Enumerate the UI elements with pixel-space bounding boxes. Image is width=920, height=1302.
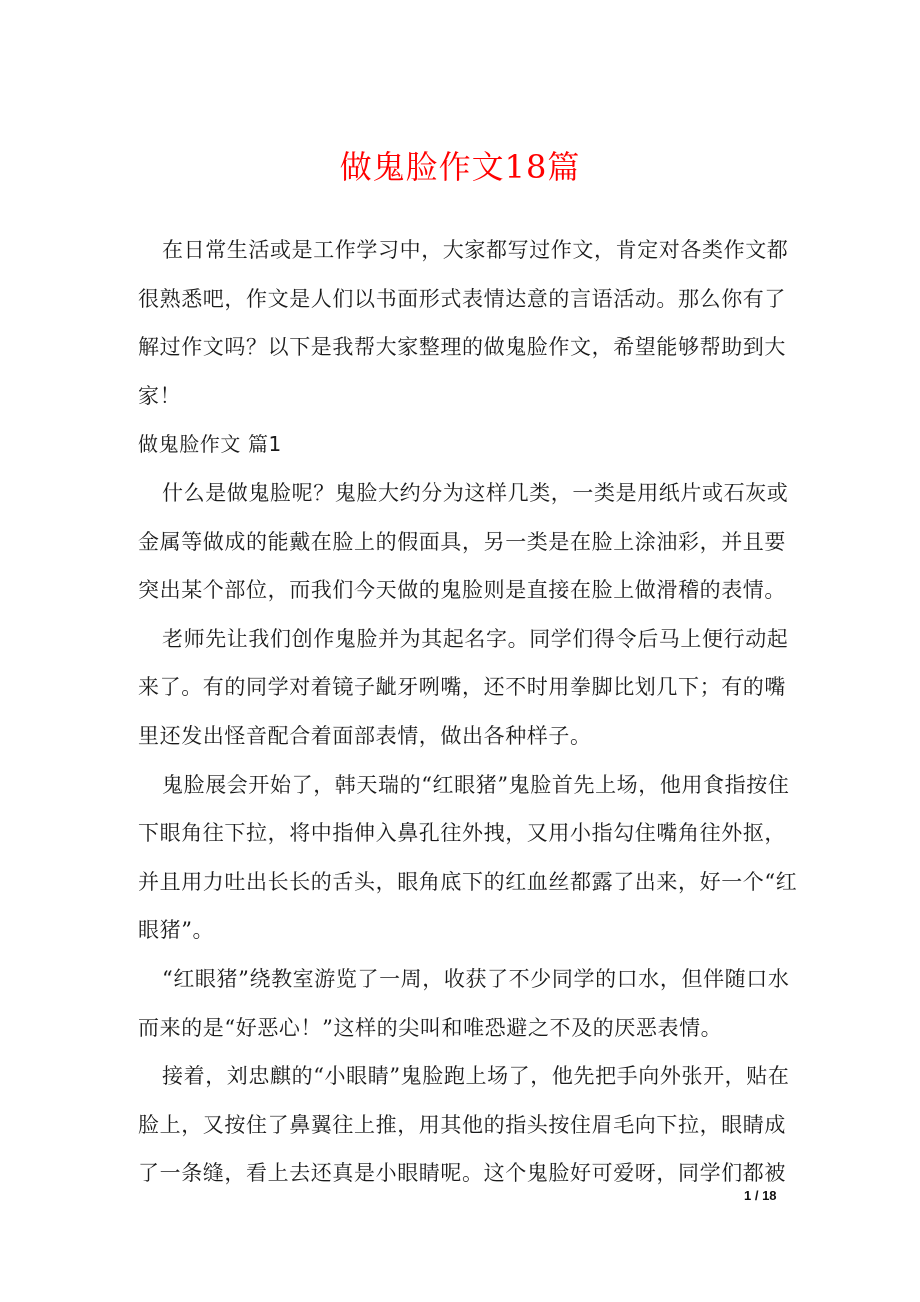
text-line: 金属等做成的能戴在脸上的假面具，另一类是在脸上涂油彩，并且要	[138, 529, 786, 554]
text-line: 很熟悉吧，作文是人们以书面形式表情达意的言语活动。那么你有了	[138, 286, 786, 311]
section-heading: 做鬼脸作文 篇1	[138, 432, 282, 457]
page-indicator: 1 / 18	[744, 1188, 777, 1203]
text-line: 接着，刘忠麒的“小眼睛”鬼脸跑上场了，他先把手向外张开，贴在	[162, 1064, 790, 1089]
text-line: 眼猪”。	[138, 918, 215, 943]
text-line: 下眼角往下拉，将中指伸入鼻孔往外拽，又用小指勾住嘴角往外抠，	[138, 821, 786, 846]
text-line: 来了。有的同学对着镜子龇牙咧嘴，还不时用拳脚比划几下；有的嘴	[138, 675, 786, 700]
text-line: 并且用力吐出长长的舌头，眼角底下的红血丝都露了出来，好一个“红	[138, 869, 798, 894]
text-line: 鬼脸展会开始了，韩天瑞的“红眼猪”鬼脸首先上场，他用食指按住	[162, 772, 790, 797]
text-line: 里还发出怪音配合着面部表情，做出各种样子。	[138, 723, 592, 748]
text-line: 解过作文吗？以下是我帮大家整理的做鬼脸作文，希望能够帮助到大	[138, 335, 786, 360]
text-line: 什么是做鬼脸呢？鬼脸大约分为这样几类，一类是用纸片或石灰或	[162, 480, 789, 505]
text-line: 脸上，又按住了鼻翼往上推，用其他的指头按住眉毛向下拉，眼睛成	[138, 1112, 786, 1137]
text-line: 了一条缝，看上去还真是小眼睛呢。这个鬼脸好可爱呀，同学们都被	[138, 1161, 786, 1186]
text-line: 家！	[138, 383, 182, 408]
document-body	[138, 226, 798, 1198]
text-line: 突出某个部位，而我们今天做的鬼脸则是直接在脸上做滑稽的表情。	[138, 578, 786, 603]
text-line: 在日常生活或是工作学习中，大家都写过作文，肯定对各类作文都	[162, 238, 789, 262]
text-line: 而来的是“好恶心！”这样的尖叫和唯恐避之不及的厌恶表情。	[138, 1015, 723, 1040]
text-line: “红眼猪”绕教室游览了一周，收获了不少同学的口水，但伴随口水	[162, 966, 790, 991]
document-title: 做鬼脸作文18篇	[339, 148, 581, 186]
text-line: 老师先让我们创作鬼脸并为其起名字。同学们得令后马上便行动起	[162, 626, 789, 651]
